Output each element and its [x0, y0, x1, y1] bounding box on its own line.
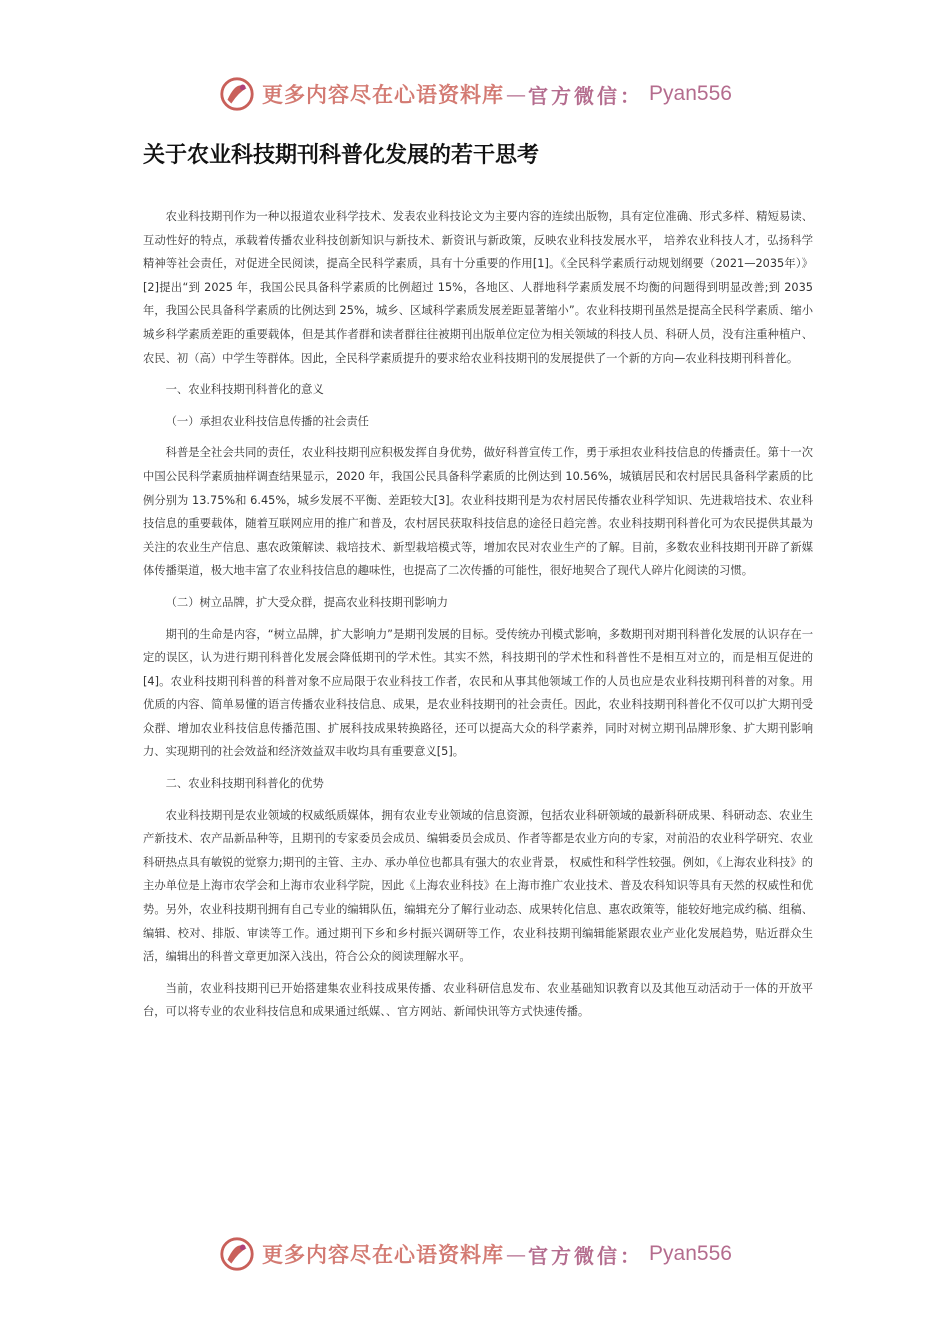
- body-paragraph: 农业科技期刊作为一种以报道农业科学技术、发表农业科技论文为主要内容的连续出版物，具有定位准确、形式多样、精短易读、互动性好的特点，承载着传播农业科技创新知识与新技术、新资讯与新政策，反映农业科技发展水平， 培养农业科技人才，弘扬科学精神等社会责任，对促进全民阅读，提高全民科学素质，具有十分重要的作用[1]。《全民科学素质行动规划纲要（2021—2035年）》[2]提出“到 2025 年，我国公民具备科学素质的比例超过 15%，各地区、人群地科学素质发展不均衡的问题得到明显改善;到 2035 年，我国公民具备科学素质的比例达到 25%，城乡、区域科学素质发展差距显著缩小”。农业科技期刊虽然是提高全民科学素质、缩小城乡科学素质差距的重要载体，但是其作者群和读者群往往被期刊出版单位定位为相关领域的科技人员、科研人员，没有注重种植户、农民、初（高）中学生等群体。因此，全民科学素质提升的要求给农业科技期刊的发展提供了一个新的方向—农业科技期刊科普化。: [143, 210, 813, 365]
- banner-text: 更多内容尽在心语资料库: [262, 82, 505, 107]
- body-paragraph: 农业科技期刊是农业领域的权威纸质媒体，拥有农业专业领域的信息资源，包括农业科研领域的最新科研成果、科研动态、农业生产新技术、农产品新品种等，且期刊的专家委员会成员、编辑委员会成员、作者等都是农业方向的专家，对前沿的农业科学研究、农业科研热点具有敏锐的觉察力;期刊的主管、主办、承办单位也都具有强大的农业背景， 权威性和科学性较强。例如，《上海农业科技》的主办单位是上海市农学会和上海市农业科学院，因此《上海农业科技》在上海市推广农业技术、普及农科知识等具有天然的权威性和优势。另外，农业科技期刊拥有自己专业的编辑队伍，编辑充分了解行业动态、成果转化信息、惠农政策等，能较好地完成约稿、组稿、编辑、校对、排版、审读等工作。通过期刊下乡和乡村振兴调研等工作，农业科技期刊编辑能紧跟农业产业化发展趋势，贴近群众生活，编辑出的科普文章更加深入浅出，符合公众的阅读理解水平。: [143, 808, 813, 964]
- wechat-id: Pyan556: [649, 82, 732, 105]
- wechat-label: 官方微信：: [528, 83, 644, 108]
- body-paragraph: 科普是全社会共同的责任，农业科技期刊应积极发挥自身优势，做好科普宣传工作，勇于承担农业科技信息的传播责任。第十一次中国公民科学素质抽样调查结果显示，2020 年，我国公民具备科学素质的比例达到 10.56%，城镇居民和农村居民具备科学素质的比例分别为 13.75%和 6.45%，城乡发展不平衡、差距较大[3]。农业科技期刊是为农村居民传播农业科学知识、先进栽培技术、农业科技信息的重要载体，随着互联网应用的推广和普及，农村居民获取科技信息的途径日趋完善。农业科技期刊科普化可为农民提供其最为关注的农业生产信息、惠农政策解读、栽培技术、新型栽培模式等，增加农民对农业生产的了解。目前，多数农业科技期刊开辟了新媒体传播渠道，极大地丰富了农业科技信息的趣味性，也提高了二次传播的可能性，很好地契合了现代人碎片化阅读的习惯。: [143, 446, 813, 578]
- section-heading: （二）树立品牌，扩大受众群，提高农业科技期刊影响力: [165, 595, 449, 609]
- article-title: 关于农业科技期刊科普化发展的若干思考: [143, 143, 540, 168]
- section-heading: （一）承担农业科技信息传播的社会责任: [165, 414, 369, 428]
- banner-dash: —: [506, 1242, 527, 1266]
- flower-logo-icon: [218, 1235, 256, 1273]
- section-heading: 一、农业科技期刊科普化的意义: [165, 383, 324, 397]
- footer-watermark-banner: [0, 1232, 950, 1276]
- article-body: [143, 205, 813, 1032]
- banner-dash: —: [506, 82, 527, 106]
- body-paragraph: 当前，农业科技期刊已开始搭建集农业科技成果传播、农业科研信息发布、农业基础知识教育以及其他互动活动于一体的开放平台，可以将专业的农业科技信息和成果通过纸媒、、官方网站、新闻快讯等方式快速传播。: [143, 981, 813, 1019]
- banner-text: 更多内容尽在心语资料库: [262, 1242, 505, 1267]
- header-watermark-banner: [0, 72, 950, 116]
- flower-logo-icon: [218, 75, 256, 113]
- section-heading: 二、农业科技期刊科普化的优势: [165, 777, 324, 791]
- wechat-label: 官方微信：: [528, 1243, 644, 1268]
- wechat-id: Pyan556: [649, 1242, 732, 1265]
- body-paragraph: 期刊的生命是内容，“树立品牌，扩大影响力”是期刊发展的目标。受传统办刊模式影响，多数期刊对期刊科普化发展的认识存在一定的误区，认为进行期刊科普化发展会降低期刊的学术性。其实不然，科技期刊的学术性和科普性不是相互对立的，而是相互促进的[4]。农业科技期刊科普的科普对象不应局限于农业科技工作者，农民和从事其他领域工作的人员也应是农业科技期刊科普的对象。用优质的内容、简单易懂的语言传播农业科技信息、成果，是农业科技期刊的社会责任。因此，农业科技期刊科普化不仅可以扩大期刊受众群、增加农业科技信息传播范围、扩展科技成果转换路径，还可以提高大众的科学素养，同时对树立期刊品牌形象、扩大期刊影响力、实现期刊的社会效益和经济效益双丰收均具有重要意义[5]。: [143, 627, 813, 759]
